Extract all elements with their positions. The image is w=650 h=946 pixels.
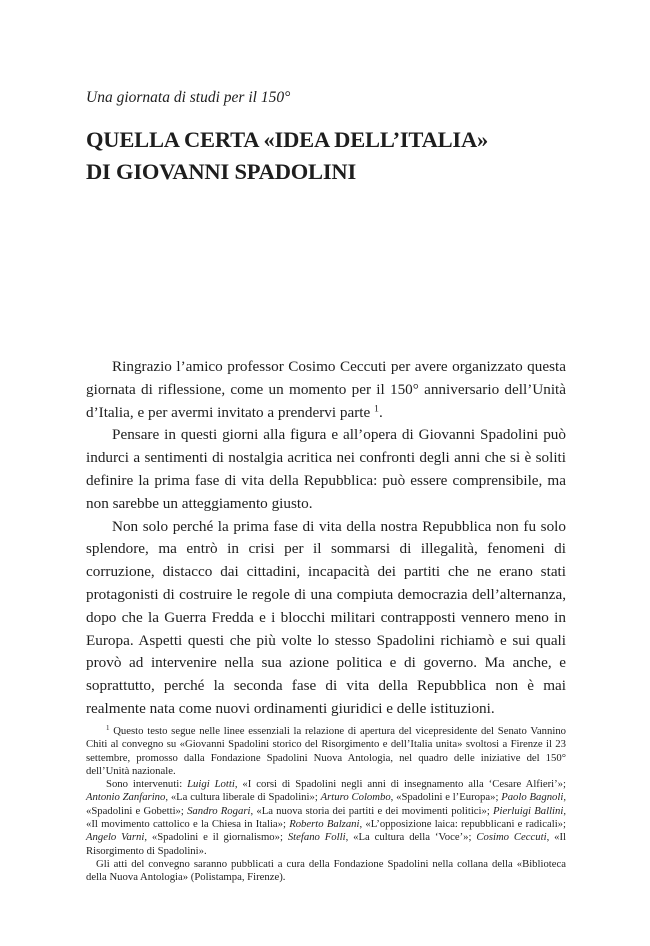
speaker-talk: , «La nuova storia dei partiti e dei movimenti politici»; — [250, 804, 494, 817]
footnote-closing: Gli atti del convegno saranno pubblicati a cura della Fondazione Spadolini nella collana della «Biblioteca della Nuova Antologia» (Polistampa, Firenze). — [86, 857, 566, 884]
paragraph-1-text: Ringrazio l’amico professor Cosimo Ceccuti per avere organizzato questa giornata di riflessione, come un momento per il 150° anniversario dell’Unità d’Italia, e per avermi invitato a prendervi parte — [86, 358, 566, 421]
speaker-talk: , «L’opposizione laica: repubblicani e radicali»; — [359, 818, 566, 831]
footnote — [86, 725, 566, 885]
speaker-name: Cosimo Ceccuti — [476, 831, 547, 844]
speaker-talk: , «Spadolini e l’Europa»; — [390, 791, 502, 804]
speakers-lead: Sono intervenuti: — [106, 778, 188, 791]
speaker-name: Antonio Zanfarino — [86, 791, 166, 804]
speaker-talk: , «Spadolini e Gobetti»; — [86, 791, 566, 817]
speaker-name: Luigi Lotti — [187, 778, 235, 791]
footnote-mark: 1 — [106, 724, 110, 733]
speaker-talk: , «La cultura liberale di Spadolini»; — [165, 791, 321, 804]
paragraph-1-end: . — [378, 403, 383, 421]
speaker-name: Arturo Colombo — [320, 791, 391, 804]
speaker-talk: , «Il movimento cattolico e la Chiesa in Italia»; — [86, 804, 567, 831]
article-body — [86, 356, 566, 721]
speaker-talk: , «La cultura della ‘Voce’»; — [345, 831, 477, 844]
speaker-name: Angelo Varni — [86, 831, 145, 844]
paragraph-3: Non solo perché la prima fase di vita della nostra Repubblica non fu solo splendore, ma entrò in crisi per il sommarsi di illegalità, fenomeni di corruzione, distacco dai cittadini, incapacità dei partiti che ne erano stati protagonisti di costruire le regole di una compiuta democrazia dell’alternanza, dopo che la Guerra Fredda e i blocchi militari contrapposti vennero meno in Europa. Aspetti questi che più volte lo stesso Spadolini richiamò e sui quali provò ad intervenire nella sua azione politica e di governo. Ma anche, e soprattutto, perché la seconda fase di vita della Repubblica non è mai realmente nata come nuovi ordinamenti giuridici e delle istituzioni. — [86, 517, 566, 717]
speaker-name: Roberto Balzani — [289, 818, 360, 831]
title-line-2: DI GIOVANNI SPADOLINI — [86, 159, 357, 184]
speaker-talk: , «I corsi di Spadolini negli anni di insegnamento alla ‘Cesare Alfieri’»; — [234, 778, 566, 791]
footnote-speakers — [86, 778, 566, 858]
paragraph-1 — [86, 356, 566, 424]
speaker-name: Sandro Rogari — [187, 804, 251, 817]
speaker-name: Stefano Folli — [287, 831, 346, 844]
speaker-talk: , «Spadolini e il giornalismo»; — [144, 831, 288, 844]
title-line-1: QUELLA CERTA «IDEA DELL’ITALIA» — [86, 127, 489, 152]
footnote-intro-text: Questo testo segue nelle linee essenziali la relazione di apertura del vicepresidente del Senato Vannino Chiti al convegno su «Giovanni Spadolini storico del Risorgimento e dell’Italia unita» svoltosi a Firenze il 23 settembre, promosso dalla Fondazione Spadolini Nuova Antologia, nel quadro delle iniziative del 150° dell’Unità nazionale. — [86, 725, 567, 777]
article-title — [86, 124, 488, 188]
speaker-name: Paolo Bagnoli — [501, 791, 564, 804]
paragraph-2: Pensare in questi giorni alla figura e all’opera di Giovanni Spadolini può indurci a sentimenti di nostalgia acritica nei confronti degli anni che si è soliti definire la prima fase di vita della Repubblica: può essere comprensibile, ma non sarebbe un atteggiamento giusto. — [86, 426, 566, 512]
footnote-reference[interactable]: 1 — [374, 403, 379, 415]
footnote-intro — [86, 725, 566, 778]
speaker-talk: , «Il Risorgimento di Spadolini». — [86, 831, 566, 857]
section-kicker: Una giornata di studi per il 150° — [86, 89, 291, 106]
speaker-name: Pierluigi Ballini — [493, 804, 564, 817]
